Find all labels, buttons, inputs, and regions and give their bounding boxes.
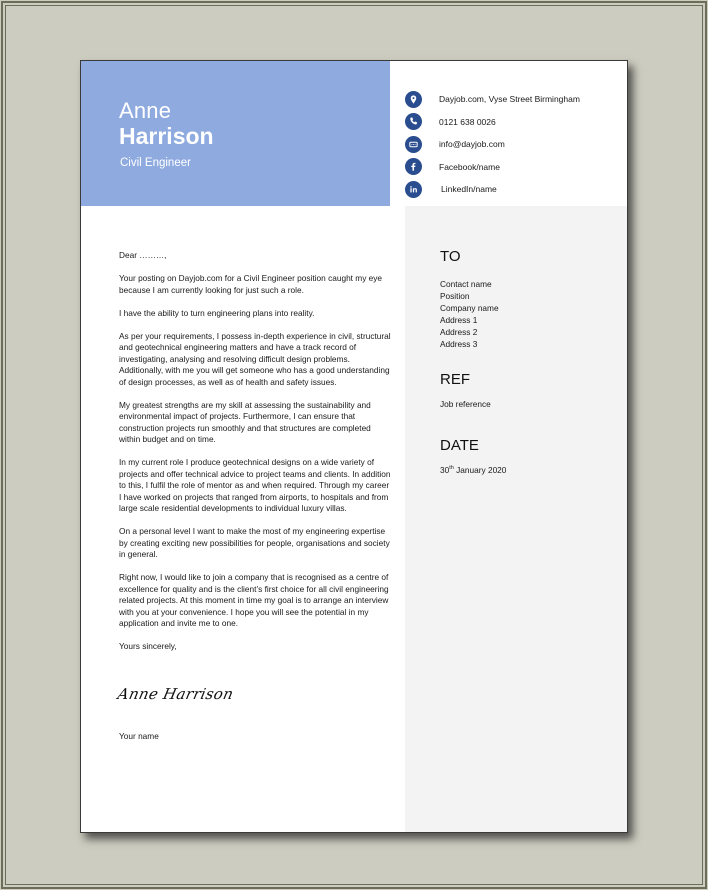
recipient-company: Company name — [440, 303, 499, 313]
contact-linkedin — [405, 178, 625, 201]
contact-phone — [405, 111, 625, 134]
letter-paragraph: My greatest strengths are my skill at assessing the sustainability and environmental impact of projects. Furthermore, I can ensure that construction projects run smoothly and that structures are completed within budget and on time. — [119, 399, 371, 444]
recipient-contact-name: Contact name — [440, 279, 492, 289]
letter-paragraph: On a personal level I want to make the most of my engineering expertise by creating exciting new possibilities for people, organisations and society in general. — [119, 526, 390, 559]
to-heading: TO — [440, 248, 461, 265]
job-title: Civil Engineer — [120, 157, 191, 169]
contact-linkedin-text: LinkedIn/name — [441, 184, 497, 195]
date-heading: DATE — [440, 437, 479, 454]
location-pin-icon — [405, 91, 422, 108]
contact-facebook — [405, 156, 625, 179]
contact-email — [405, 133, 625, 156]
name-header-block — [81, 61, 390, 206]
handwritten-signature: Anne Harrison — [116, 685, 236, 703]
recipient-address-list — [440, 278, 499, 350]
recipient-address-2: Address 2 — [440, 327, 478, 337]
linkedin-icon — [405, 181, 422, 198]
email-icon — [405, 136, 422, 153]
contact-address-text: Dayjob.com, Vyse Street Birmingham — [439, 94, 580, 105]
contact-address — [405, 88, 625, 111]
cover-letter-page — [80, 60, 628, 833]
letter-paragraph: I have the ability to turn engineering plans into reality. — [119, 307, 315, 318]
letter-date: 30th January 2020 — [440, 465, 507, 475]
recipient-address-3: Address 3 — [440, 339, 478, 349]
recipient-position: Position — [440, 291, 470, 301]
letter-paragraph: As per your requirements, I possess in-depth experience in civil, structural and geotechnical engineering matters and have a track record of investigating, analysing and resolving difficult design problems. Additionally, with me you will get someone who has a good understanding of design processes, as well as of health and safety issues. — [119, 330, 391, 387]
recipient-sidebar — [405, 206, 628, 833]
job-reference: Job reference — [440, 399, 491, 409]
phone-icon — [405, 113, 422, 130]
ref-heading: REF — [440, 371, 470, 388]
contact-phone-text: 0121 638 0026 — [439, 116, 496, 127]
closing: Yours sincerely, — [119, 641, 177, 651]
contact-list — [405, 88, 625, 201]
first-name: Anne — [119, 98, 172, 123]
letter-paragraph: Your posting on Dayjob.com for a Civil Engineer position caught my eye because I am currently looking for just such a role. — [119, 273, 383, 295]
salutation: Dear ………, — [119, 250, 167, 260]
recipient-address-1: Address 1 — [440, 315, 478, 325]
facebook-icon — [405, 158, 422, 175]
contact-facebook-text: Facebook/name — [439, 161, 500, 172]
contact-email-text: info@dayjob.com — [439, 139, 505, 150]
letter-paragraph: Right now, I would like to join a company that is recognised as a centre of excellence for quality and is the client’s first choice for all civil engineering related projects. At this moment in time my goal is to arrange an interview with you at your convenience. I hope you will see the potential in my application and invite me to one. — [119, 572, 389, 628]
signer-name: Your name — [119, 731, 159, 741]
letter-body — [119, 250, 391, 664]
letter-paragraph: In my current role I produce geotechnical designs on a wide variety of projects and offer technical advice to project teams and clients. In addition to this, I fulfil the role of mentor as and when required. Through my career I have worked on projects that ranged from airports, to hospitals and from large scale residential developments to individual luxury villas. — [119, 457, 391, 513]
last-name: Harrison — [119, 123, 214, 149]
